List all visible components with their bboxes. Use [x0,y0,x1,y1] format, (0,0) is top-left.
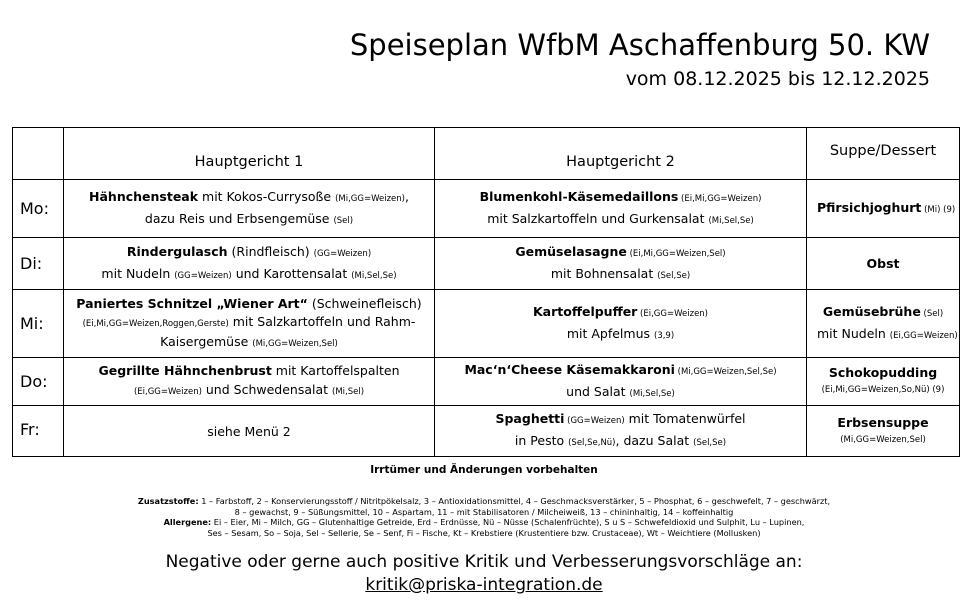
header-soup-dessert: Suppe/Dessert [807,128,960,180]
main-dish-2: Mac‘n‘Cheese Käsemakkaroni (Mi,GG=Weizen,Sel,Se) und Salat (Mi,Sel,Se) [435,358,807,406]
header-day-cell [13,128,64,180]
main-dish-1: Gegrillte Hähnchenbrust mit Kartoffelspalten (Ei,GG=Weizen) und Schwedensalat (Mi,Sel) [64,358,435,406]
table-row [13,406,960,457]
main-dish-1: Rindergulasch (Rindfleisch) (GG=Weizen) mit Nudeln (GG=Weizen) und Karottensalat (Mi,Sel,Se) [64,238,435,290]
header-main-dish-1: Hauptgericht 1 [64,128,435,180]
additives-allergens-legend: Zusatzstoffe: 1 – Farbstoff, 2 – Konservierungsstoff / Nitritpökelsalz, 3 – Antioxidationsmittel, 4 – Geschmacksverstärker, 5 – Phosphat, 6 – geschwefelt, 7 – geschwärzt, 8 – gewachst, 9 – Süßungsmittel, 10 – Aspartam, 11 – mit Stabilisatoren / Milcheiweiß, 13 – chininhaltig, 14 – koffeinhaltig Allergene: Ei – Eier, Mi – Milch, GG – Glutenhaltige Getreide, Erd – Erdnüsse, Nü – Nüsse (Schalenfrüchte), S u S – Schwefeldioxid und Sulphit, Lu – Lupinen, Ses – Sesam, So – Soja, Sel – Sellerie, Se – Senf, Fi – Fische, Kt – Krebstiere (Krustentiere bzw. Crustaceae), Wt – Weichtiere (Mollusken) [137,496,831,538]
soup-dessert: Pfirsichjoghurt (Mi) (9) [807,180,960,238]
day-label: Mi: [13,290,64,358]
day-label: Di: [13,238,64,290]
day-label: Do: [13,358,64,406]
allergens-label: Allergene: [163,517,212,527]
main-dish-2: Kartoffelpuffer (Ei,GG=Weizen) mit Apfelmus (3,9) [435,290,807,358]
table-row [13,180,960,238]
table-row [13,358,960,406]
main-dish-1: siehe Menü 2 [64,406,435,457]
additives-label: Zusatzstoffe: [137,496,199,506]
disclaimer: Irrtümer und Änderungen vorbehalten [370,464,598,476]
soup-dessert: Obst [807,238,960,290]
header-main-dish-2: Hauptgericht 2 [435,128,807,180]
main-dish-2: Spaghetti (GG=Weizen) mit Tomatenwürfel in Pesto (Sel,Se,Nü), dazu Salat (Sel,Se) [435,406,807,457]
feedback-text: Negative oder gerne auch positive Kritik und Verbesserungsvorschläge an: [165,552,803,572]
page-title: Speiseplan WfbM Aschaffenburg 50. KW [349,28,930,62]
day-label: Mo: [13,180,64,238]
main-dish-2: Blumenkohl-Käsemedaillons (Ei,Mi,GG=Weizen) mit Salzkartoffeln und Gurkensalat (Mi,Sel,Se) [435,180,807,238]
soup-dessert: Erbsensuppe (Mi,GG=Weizen,Sel) [807,406,960,457]
soup-dessert: Gemüsebrühe (Sel) mit Nudeln (Ei,GG=Weizen) [807,290,960,358]
feedback-email-link[interactable]: kritik@priska-integration.de [365,575,603,595]
main-dish-2: Gemüselasagne (Ei,Mi,GG=Weizen,Sel) mit Bohnensalat (Sel,Se) [435,238,807,290]
table-row [13,238,960,290]
menu-table [12,127,960,457]
date-range: vom 08.12.2025 bis 12.12.2025 [625,68,930,90]
table-header-row [13,128,960,180]
table-row [13,290,960,358]
main-dish-1: Paniertes Schnitzel „Wiener Art“ (Schweinefleisch) (Ei,Mi,GG=Weizen,Roggen,Gerste) mit Salzkartoffeln und Rahm- Kaisergemüse (Mi,GG=Weizen,Sel) [64,290,435,358]
main-dish-1: Hähnchensteak mit Kokos-Currysoße (Mi,GG=Weizen), dazu Reis und Erbsengemüse (Sel) [64,180,435,238]
soup-dessert: Schokopudding (Ei,Mi,GG=Weizen,So,Nü) (9) [807,358,960,406]
day-label: Fr: [13,406,64,457]
